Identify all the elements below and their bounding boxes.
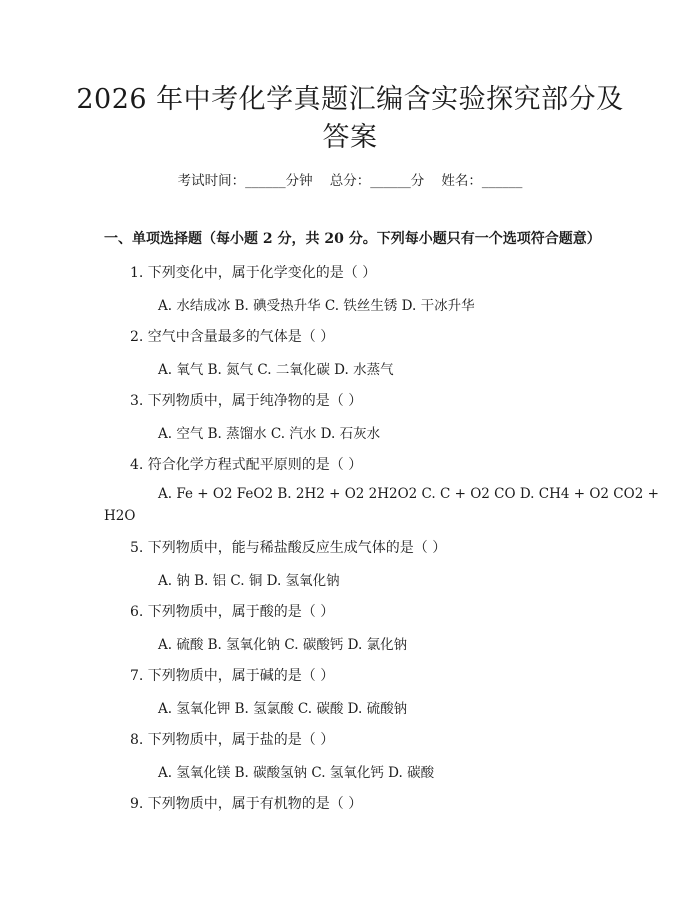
- question-stem: 5. 下列物质中，能与稀盐酸反应生成气体的是（ ）: [130, 540, 447, 556]
- question-stem: 1. 下列变化中，属于化学变化的是（ ）: [130, 265, 377, 281]
- question-stem: 9. 下列物质中，属于有机物的是（ ）: [130, 796, 363, 812]
- question-options: A. 钠 B. 铝 C. 铜 D. 氢氧化钠: [158, 573, 340, 589]
- question-stem: 3. 下列物质中，属于纯净物的是（ ）: [130, 393, 363, 409]
- question-stem: 4. 符合化学方程式配平原则的是（ ）: [130, 457, 363, 473]
- question-options: A. 氢氧化镁 B. 碳酸氢钠 C. 氢氧化钙 D. 碳酸: [158, 765, 435, 781]
- document-title-line2: 答案: [322, 122, 378, 153]
- question-options-line1: A. Fe + O2 FeO2 B. 2H2 + O2 2H2O2 C. C + O2 CO D. CH4 + O2 CO2 +: [158, 486, 659, 502]
- question-options: [104, 483, 659, 527]
- question-options: A. 氧气 B. 氮气 C. 二氧化碳 D. 水蒸气: [158, 362, 394, 378]
- question-options: A. 水结成冰 B. 碘受热升华 C. 铁丝生锈 D. 干冰升华: [158, 298, 475, 314]
- question-stem: 8. 下列物质中，属于盐的是（ ）: [130, 732, 335, 748]
- question-stem: 2. 空气中含量最多的气体是（ ）: [130, 329, 335, 345]
- question-options: A. 硫酸 B. 氢氧化钠 C. 碳酸钙 D. 氯化钠: [158, 637, 408, 653]
- exam-meta-line: 考试时间：______分钟 总分：______分 姓名：______: [177, 173, 523, 189]
- section-heading: 一、单项选择题（每小题 2 分，共 20 分。下列每小题只有一个选项符合题意）: [104, 231, 601, 247]
- document-title-line1: 2026 年中考化学真题汇编含实验探究部分及: [76, 84, 624, 115]
- question-stem: 7. 下列物质中，属于碱的是（ ）: [130, 668, 335, 684]
- question-options-line2: H2O: [104, 508, 136, 524]
- question-stem: 6. 下列物质中，属于酸的是（ ）: [130, 604, 335, 620]
- question-options: A. 氢氧化钾 B. 氢氯酸 C. 碳酸 D. 硫酸钠: [158, 701, 408, 717]
- question-options: A. 空气 B. 蒸馏水 C. 汽水 D. 石灰水: [158, 426, 381, 442]
